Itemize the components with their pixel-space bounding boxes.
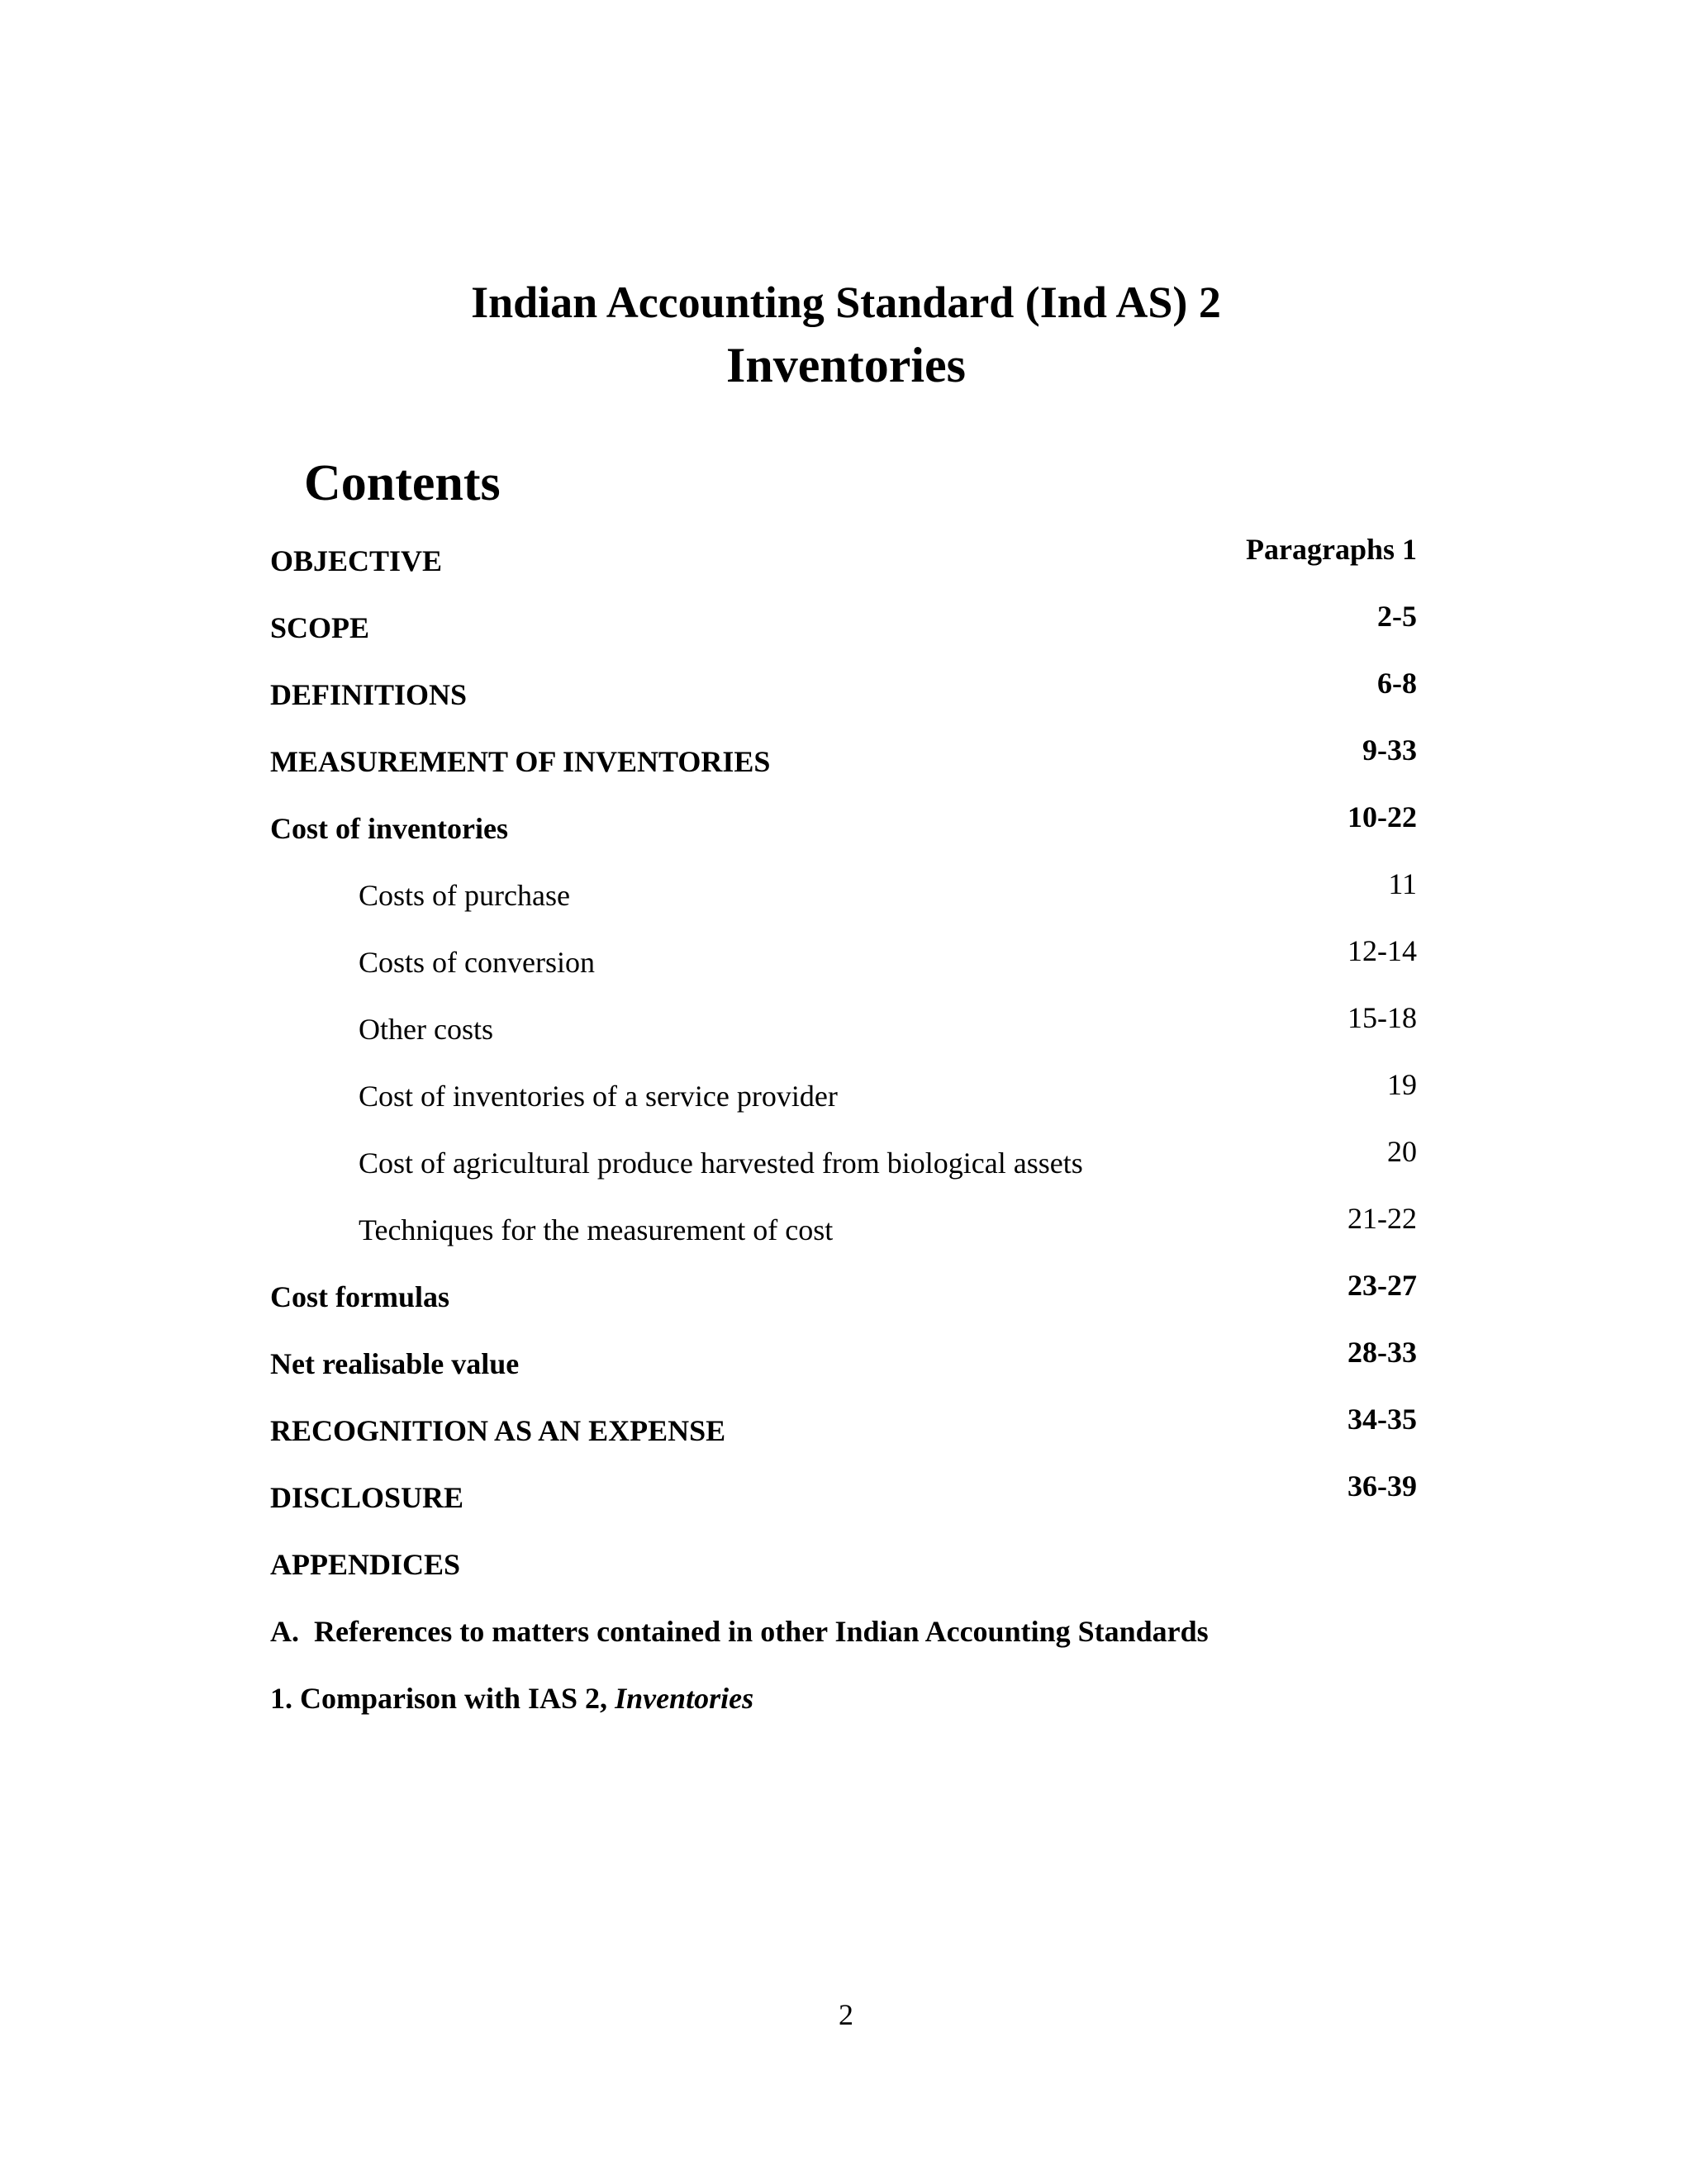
toc-entry-appendix-a (270, 1599, 1417, 1648)
toc-label: DISCLOSURE (270, 1481, 464, 1514)
toc-label: APPENDICES (270, 1548, 461, 1581)
toc-paragraphs: Paragraphs 1 (1246, 533, 1417, 566)
toc-label: DEFINITIONS (270, 678, 468, 711)
toc-entry-service-provider (270, 1064, 1417, 1113)
toc-entry-objective (270, 529, 1417, 577)
toc-paragraphs: 21-22 (1347, 1202, 1417, 1235)
toc-entry-measurement (270, 729, 1417, 778)
toc-entry-disclosure (270, 1465, 1417, 1514)
toc-entry-measurement-techniques (270, 1198, 1417, 1246)
toc-paragraphs: 23-27 (1347, 1269, 1417, 1302)
toc-label: Cost of inventories (270, 812, 508, 845)
toc-label-italic-title: Inventories (615, 1682, 754, 1715)
toc-paragraphs: 10-22 (1347, 800, 1417, 833)
toc-label: RECOGNITION AS AN EXPENSE (270, 1414, 726, 1447)
toc-entry-appendices (270, 1532, 1417, 1581)
toc-label: Techniques for the measurement of cost (359, 1213, 834, 1246)
toc-label: Costs of conversion (359, 946, 595, 979)
toc-entry-other-costs (270, 997, 1417, 1046)
toc-label-prefix: 1. Comparison with IAS 2, (270, 1682, 615, 1715)
toc-entry-appendix-1 (270, 1666, 1417, 1715)
toc-paragraphs: 12-14 (1347, 934, 1417, 967)
toc-label: OBJECTIVE (270, 544, 443, 577)
toc-entry-scope (270, 596, 1417, 644)
toc-label: Cost of agricultural produce harvested from biological assets (359, 1147, 1083, 1180)
toc-entry-cost-of-inventories (270, 796, 1417, 845)
toc-label: Cost formulas (270, 1280, 449, 1313)
toc-entry-definitions (270, 662, 1417, 711)
toc-label: Net realisable value (270, 1347, 520, 1380)
toc-entry-costs-of-purchase (270, 863, 1417, 912)
toc-paragraphs: 15-18 (1347, 1001, 1417, 1034)
toc-label: MEASUREMENT OF INVENTORIES (270, 745, 771, 778)
toc-paragraphs: 19 (1387, 1068, 1417, 1101)
toc-paragraphs: 28-33 (1347, 1336, 1417, 1369)
toc-label: Other costs (359, 1013, 493, 1046)
page-number: 2 (839, 1998, 853, 2031)
toc-label: A. References to matters contained in other Indian Accounting Standards (270, 1615, 1209, 1648)
toc-entry-agricultural-produce (270, 1131, 1417, 1180)
toc-paragraphs: 36-39 (1347, 1469, 1417, 1503)
toc-paragraphs: 9-33 (1362, 734, 1417, 767)
toc-entry-recognition-as-expense (270, 1398, 1417, 1447)
toc-paragraphs: 34-35 (1347, 1403, 1417, 1436)
toc-label: Cost of inventories of a service provider (359, 1080, 838, 1113)
title-line-1: Indian Accounting Standard (Ind AS) 2 (471, 278, 1221, 327)
title-line-2: Inventories (726, 338, 966, 392)
toc-entry-cost-formulas (270, 1265, 1417, 1313)
toc-label (270, 1678, 753, 1719)
toc-entry-costs-of-conversion (270, 930, 1417, 979)
toc-label: SCOPE (270, 611, 370, 644)
toc-paragraphs: 11 (1388, 867, 1417, 900)
toc-paragraphs: 20 (1387, 1135, 1417, 1168)
toc-paragraphs: 6-8 (1377, 667, 1417, 700)
toc-label: Costs of purchase (359, 879, 570, 912)
toc-entry-net-realisable-value (270, 1332, 1417, 1380)
toc-paragraphs: 2-5 (1377, 600, 1417, 633)
contents-heading: Contents (304, 455, 501, 511)
